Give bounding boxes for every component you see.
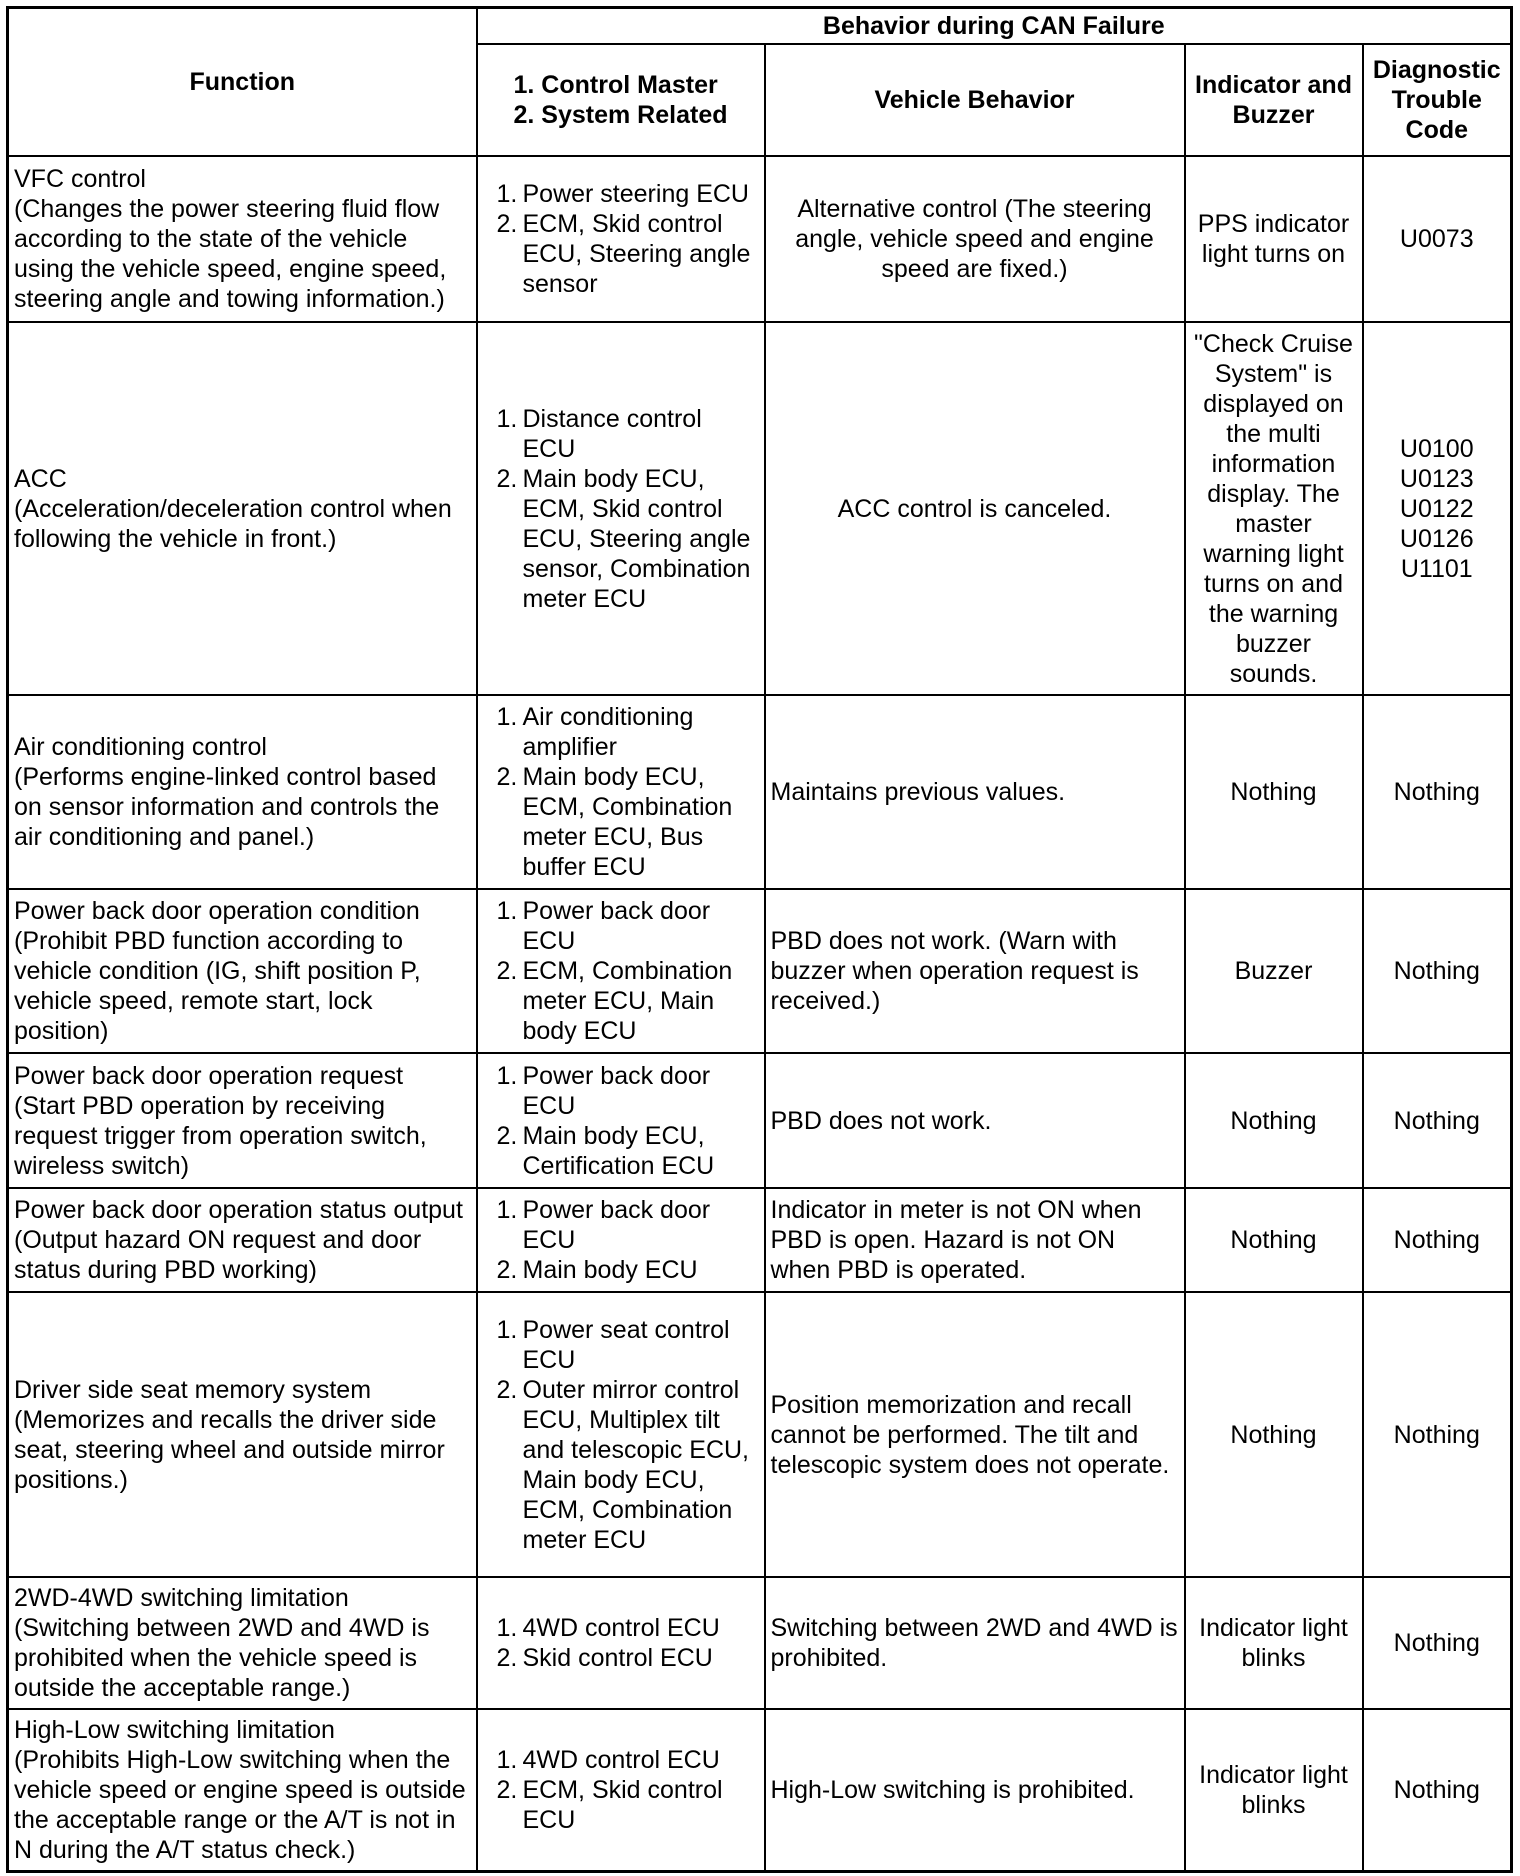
function-title: 2WD-4WD switching limitation — [14, 1584, 349, 1612]
vehicle-behavior-cell: Position memorization and recall cannot be performed. The tilt and telescopic system does not operate. — [765, 1292, 1185, 1577]
list-item: 2. Main body ECU, ECM, Skid control ECU, Steering angle sensor, Combination meter ECU — [496, 464, 751, 613]
dtc-code: U0122 — [1399, 494, 1474, 523]
indicator-cell: Buzzer — [1185, 889, 1363, 1053]
table-row — [8, 322, 1512, 695]
header-system-related-line: 2. System Related — [513, 101, 728, 129]
list-item: 1. Power steering ECU — [496, 180, 749, 208]
table-row — [8, 1292, 1512, 1577]
indicator-cell: Nothing — [1185, 1292, 1363, 1577]
function-description: (Acceleration/deceleration control when following the vehicle in front.) — [14, 494, 452, 553]
function-description: (Prohibits High-Low switching when the vehicle speed or engine speed is outside the acceptable range or the A/T is not in N during the A/T status check.) — [14, 1745, 466, 1864]
control-master: Power back door ECU — [522, 1196, 711, 1254]
control-master-list — [483, 179, 759, 299]
control-master: Power back door ECU — [522, 1061, 711, 1120]
control-master-cell — [477, 1053, 765, 1188]
list-item: 2. ECM, Skid control ECU, Steering angle sensor — [496, 210, 751, 298]
system-related: Main body ECU, ECM, Combination meter ECU, Bus buffer ECU — [522, 763, 733, 881]
indicator-cell: PPS indicator light turns on — [1185, 156, 1363, 322]
function-title: Air conditioning control — [14, 733, 267, 761]
function-cell — [8, 156, 477, 322]
can-failure-table-sheet — [6, 6, 1510, 1870]
control-master: 4WD control ECU — [522, 1745, 720, 1774]
dtc-code: U0100 — [1399, 434, 1474, 463]
header-indicator-buzzer: Indicator and Buzzer — [1185, 44, 1363, 156]
system-related: Skid control ECU — [522, 1644, 713, 1672]
indicator-cell: Indicator light blinks — [1185, 1709, 1363, 1871]
control-master-list — [483, 1195, 759, 1285]
function-title: ACC — [14, 464, 67, 493]
list-item: 2. ECM, Skid control ECU — [496, 1775, 723, 1834]
function-description: (Changes the power steering fluid flow according to the state of the vehicle using the vehicle speed, engine speed, steering angle and towing information.) — [14, 195, 447, 313]
dtc-cell: Nothing — [1363, 1053, 1512, 1188]
system-related: Main body ECU, Certification ECU — [522, 1121, 715, 1180]
control-master: 4WD control ECU — [522, 1614, 720, 1642]
system-related: ECM, Skid control ECU, Steering angle sensor — [522, 210, 751, 298]
dtc-cell: Nothing — [1363, 889, 1512, 1053]
control-master-list — [483, 1061, 759, 1181]
function-title: High-Low switching limitation — [14, 1715, 335, 1744]
table-row — [8, 1709, 1512, 1871]
function-cell — [8, 1188, 477, 1292]
control-master-cell — [477, 156, 765, 322]
system-related: Main body ECU — [522, 1256, 698, 1284]
list-item: 1. Distance control ECU — [496, 404, 702, 463]
dtc-code: U1101 — [1400, 554, 1473, 583]
function-title: Power back door operation condition — [14, 897, 420, 925]
vehicle-behavior-cell: PBD does not work. — [765, 1053, 1185, 1188]
list-item: 1. Power seat control ECU — [496, 1315, 730, 1374]
list-item: 2. Outer mirror control ECU, Multiplex tilt and telescopic ECU, Main body ECU, ECM, Combination meter ECU — [496, 1375, 750, 1554]
list-item: 1. 4WD control ECU — [496, 1745, 720, 1774]
header-function: Function — [8, 8, 477, 157]
function-description: (Prohibit PBD function according to vehicle condition (IG, shift position P, vehicle speed, remote start, lock position) — [14, 927, 421, 1045]
vehicle-behavior-cell: Switching between 2WD and 4WD is prohibited. — [765, 1577, 1185, 1709]
list-item: 2. Main body ECU — [496, 1256, 698, 1284]
vehicle-behavior-cell: ACC control is canceled. — [765, 322, 1185, 695]
function-cell — [8, 1709, 477, 1871]
table-row — [8, 695, 1512, 889]
vehicle-behavior-cell: PBD does not work. (Warn with buzzer when operation request is received.) — [765, 889, 1185, 1053]
dtc-cell: Nothing — [1363, 1709, 1512, 1871]
indicator-cell: Nothing — [1185, 1188, 1363, 1292]
control-master-cell — [477, 889, 765, 1053]
function-title: Power back door operation status output — [14, 1196, 463, 1224]
indicator-cell: Nothing — [1185, 1053, 1363, 1188]
function-cell — [8, 322, 477, 695]
dtc-cell: U0073 — [1363, 156, 1512, 322]
list-item: 2. Skid control ECU — [496, 1644, 713, 1672]
system-related: Outer mirror control ECU, Multiplex tilt and telescopic ECU, Main body ECU, ECM, Combination meter ECU — [522, 1375, 750, 1554]
list-item: 2. Main body ECU, Certification ECU — [496, 1121, 715, 1180]
control-master-list — [483, 1745, 759, 1835]
table-row — [8, 156, 1512, 322]
table-row — [8, 1188, 1512, 1292]
vehicle-behavior-cell: Indicator in meter is not ON when PBD is open. Hazard is not ON when PBD is operated. — [765, 1188, 1185, 1292]
header-control-master — [477, 44, 765, 156]
function-title: Driver side seat memory system — [14, 1375, 372, 1404]
table-row — [8, 1577, 1512, 1709]
function-cell — [8, 695, 477, 889]
vehicle-behavior-cell: High-Low switching is prohibited. — [765, 1709, 1185, 1871]
header-control-master-line: 1. Control Master — [513, 71, 718, 99]
function-title: Power back door operation request — [14, 1061, 404, 1090]
control-master-list — [483, 1613, 759, 1673]
control-master-list — [483, 404, 759, 614]
control-master-list — [483, 702, 759, 882]
dtc-cell: Nothing — [1363, 1188, 1512, 1292]
control-master-cell — [477, 1709, 765, 1871]
control-master: Power steering ECU — [522, 180, 749, 208]
control-master-list — [483, 1315, 759, 1555]
can-failure-behavior-table — [6, 6, 1513, 1873]
list-item: 1. Air conditioning amplifier — [496, 703, 694, 761]
function-cell — [8, 1053, 477, 1188]
control-master-cell — [477, 1292, 765, 1577]
dtc-cell: Nothing — [1363, 1577, 1512, 1709]
function-description: (Memorizes and recalls the driver side seat, steering wheel and outside mirror positions.) — [14, 1405, 445, 1494]
list-item: 2. Main body ECU, ECM, Combination meter ECU, Bus buffer ECU — [496, 763, 733, 881]
header-vehicle-behavior: Vehicle Behavior — [765, 44, 1185, 156]
list-item: 2. ECM, Combination meter ECU, Main body ECU — [496, 957, 733, 1045]
header-row-1 — [8, 8, 1512, 45]
system-related: ECM, Skid control ECU — [522, 1775, 723, 1834]
table-body — [8, 156, 1512, 1871]
dtc-cell: Nothing — [1363, 695, 1512, 889]
control-master-cell — [477, 1188, 765, 1292]
table-row — [8, 889, 1512, 1053]
control-master-cell — [477, 322, 765, 695]
function-title: VFC control — [14, 165, 146, 193]
vehicle-behavior-cell: Maintains previous values. — [765, 695, 1185, 889]
list-item: 1. Power back door ECU — [496, 1196, 711, 1254]
function-cell — [8, 889, 477, 1053]
control-master: Power seat control ECU — [522, 1315, 730, 1374]
control-master: Power back door ECU — [522, 897, 711, 955]
function-description: (Performs engine-linked control based on sensor information and controls the air conditioning and panel.) — [14, 763, 440, 851]
list-item: 1. Power back door ECU — [496, 1061, 711, 1120]
dtc-cell: Nothing — [1363, 1292, 1512, 1577]
function-description: (Start PBD operation by receiving request trigger from operation switch, wireless switch) — [14, 1091, 427, 1180]
vehicle-behavior-cell: Alternative control (The steering angle, vehicle speed and engine speed are fixed.) — [765, 156, 1185, 322]
function-cell — [8, 1577, 477, 1709]
control-master-list — [483, 896, 759, 1046]
function-cell — [8, 1292, 477, 1577]
header-dtc: Diagnostic Trouble Code — [1363, 44, 1512, 156]
system-related: Main body ECU, ECM, Skid control ECU, Steering angle sensor, Combination meter ECU — [522, 464, 751, 613]
dtc-code: U0123 — [1399, 464, 1474, 493]
control-master: Distance control ECU — [522, 404, 702, 463]
control-master-cell — [477, 695, 765, 889]
header-behavior-group: Behavior during CAN Failure — [477, 8, 1512, 45]
indicator-cell: "Check Cruise System" is displayed on the multi information display. The master warning light turns on and the warning buzzer sounds. — [1185, 322, 1363, 695]
system-related: ECM, Combination meter ECU, Main body ECU — [522, 957, 733, 1045]
function-description: (Switching between 2WD and 4WD is prohibited when the vehicle speed is outside the acceptable range.) — [14, 1614, 430, 1702]
dtc-cell — [1363, 322, 1512, 695]
indicator-cell: Indicator light blinks — [1185, 1577, 1363, 1709]
list-item: 1. 4WD control ECU — [496, 1614, 720, 1642]
dtc-code: U0126 — [1399, 524, 1474, 553]
table-row — [8, 1053, 1512, 1188]
control-master-cell — [477, 1577, 765, 1709]
control-master: Air conditioning amplifier — [522, 703, 694, 761]
indicator-cell: Nothing — [1185, 695, 1363, 889]
function-description: (Output hazard ON request and door status during PBD working) — [14, 1226, 422, 1284]
list-item: 1. Power back door ECU — [496, 897, 711, 955]
